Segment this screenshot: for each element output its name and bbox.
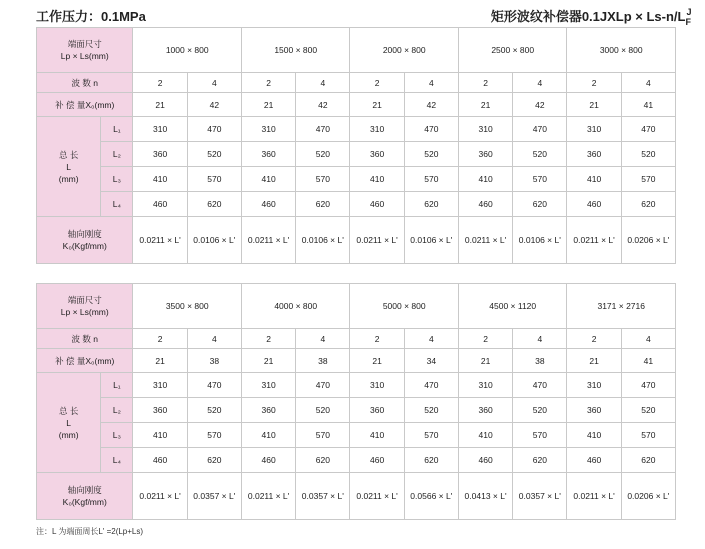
- spec-table-1: [36, 27, 676, 264]
- length-cell: 470: [621, 373, 675, 398]
- length-cell: 360: [241, 398, 295, 423]
- size-label-cell: [37, 284, 133, 329]
- length-cell: 570: [513, 423, 567, 448]
- compensation-cell: 21: [350, 349, 404, 373]
- length-cell: 410: [350, 423, 404, 448]
- length-cell: 410: [567, 167, 621, 192]
- compensation-cell: 21: [133, 349, 187, 373]
- length-cell: 410: [241, 423, 295, 448]
- compensation-cell: 38: [513, 349, 567, 373]
- length-cell: 620: [404, 192, 458, 217]
- length-cell: 470: [187, 373, 241, 398]
- length-cell: 310: [133, 117, 187, 142]
- stiffness-cell: 0.0566 × L': [404, 473, 458, 520]
- length-cell: 460: [241, 192, 295, 217]
- length-cell: 470: [513, 373, 567, 398]
- length-cell: 410: [241, 167, 295, 192]
- size-cell: 1500 × 800: [241, 28, 350, 73]
- l2-label: L₂: [101, 398, 133, 423]
- model-subscript: F: [685, 17, 691, 27]
- wave-count-cell: 2: [350, 73, 404, 93]
- wave-count-cell: 2: [350, 329, 404, 349]
- length-cell: 460: [241, 448, 295, 473]
- length-cell: 310: [350, 373, 404, 398]
- stiffness-cell: 0.0106 × L': [187, 217, 241, 264]
- compensation-label: 补 偿 量X₀(mm): [37, 349, 133, 373]
- length-cell: 570: [404, 423, 458, 448]
- wave-count-cell: 4: [187, 73, 241, 93]
- length-cell: 520: [404, 398, 458, 423]
- length-cell: 310: [133, 373, 187, 398]
- size-label-line1: 端面尺寸: [67, 295, 102, 305]
- size-label-line2: Lp × Ls(mm): [60, 307, 109, 317]
- length-cell: 570: [513, 167, 567, 192]
- length-cell: 470: [187, 117, 241, 142]
- wave-count-cell: 4: [187, 329, 241, 349]
- stiffness-cell: 0.0106 × L': [513, 217, 567, 264]
- footnote: 注：L 为端面周长L' =2(Lp+Ls): [36, 527, 144, 536]
- length-cell: 360: [133, 398, 187, 423]
- size-row: [37, 28, 676, 73]
- length-cell: 620: [187, 192, 241, 217]
- size-cell: 4500 × 1120: [458, 284, 567, 329]
- l4-label: L₄: [101, 192, 133, 217]
- wave-count-cell: 2: [241, 329, 295, 349]
- wave-count-cell: 2: [458, 73, 512, 93]
- length-cell: 570: [296, 423, 350, 448]
- length-cell: 620: [621, 192, 675, 217]
- spec-table-2: [36, 283, 676, 520]
- l1-label: L₁: [101, 117, 133, 142]
- length-cell: 360: [458, 142, 512, 167]
- length-cell: 360: [567, 142, 621, 167]
- compensation-row: [37, 349, 676, 373]
- wave-count-row: [37, 329, 676, 349]
- length-row-l1: [37, 373, 676, 398]
- length-cell: 460: [350, 192, 404, 217]
- length-cell: 360: [241, 142, 295, 167]
- wave-count-row: [37, 73, 676, 93]
- length-cell: 460: [458, 448, 512, 473]
- compensation-cell: 21: [350, 93, 404, 117]
- length-cell: 520: [187, 142, 241, 167]
- length-cell: 460: [133, 192, 187, 217]
- stiffness-cell: 0.0106 × L': [296, 217, 350, 264]
- stiffness-cell: 0.0413 × L': [458, 473, 512, 520]
- wave-count-cell: 4: [404, 73, 458, 93]
- wave-count-label: 波 数 n: [37, 329, 133, 349]
- length-cell: 620: [296, 192, 350, 217]
- length-cell: 310: [350, 117, 404, 142]
- stiffness-cell: 0.0211 × L': [567, 473, 621, 520]
- wave-count-cell: 2: [458, 329, 512, 349]
- length-cell: 470: [404, 117, 458, 142]
- compensation-cell: 34: [404, 349, 458, 373]
- length-row-l2: [37, 398, 676, 423]
- stiffness-cell: 0.0106 × L': [404, 217, 458, 264]
- total-length-line1: 总 长: [58, 405, 79, 416]
- length-cell: 520: [621, 398, 675, 423]
- wave-count-cell: 2: [241, 73, 295, 93]
- wave-count-cell: 4: [296, 73, 350, 93]
- model-superscript: J: [686, 7, 692, 17]
- length-row-l3: [37, 167, 676, 192]
- length-cell: 360: [458, 398, 512, 423]
- length-row-l4: [37, 192, 676, 217]
- compensation-cell: 42: [404, 93, 458, 117]
- stiffness-row: [37, 217, 676, 264]
- length-cell: 360: [350, 142, 404, 167]
- length-cell: 360: [350, 398, 404, 423]
- stiffness-label: [37, 473, 133, 520]
- length-cell: 620: [296, 448, 350, 473]
- length-cell: 310: [567, 117, 621, 142]
- compensation-cell: 21: [458, 349, 512, 373]
- stiffness-cell: 0.0211 × L': [241, 473, 295, 520]
- total-length-line3: (mm): [58, 173, 79, 184]
- length-cell: 410: [458, 423, 512, 448]
- length-cell: 410: [458, 167, 512, 192]
- compensation-cell: 42: [296, 93, 350, 117]
- length-cell: 570: [621, 167, 675, 192]
- length-cell: 570: [296, 167, 350, 192]
- stiffness-cell: 0.0211 × L': [350, 217, 404, 264]
- length-cell: 570: [621, 423, 675, 448]
- length-cell: 470: [404, 373, 458, 398]
- total-length-line3: (mm): [58, 429, 79, 440]
- wave-count-cell: 4: [404, 329, 458, 349]
- l1-label: L₁: [101, 373, 133, 398]
- stiffness-cell: 0.0211 × L': [133, 473, 187, 520]
- length-cell: 470: [513, 117, 567, 142]
- length-cell: 410: [567, 423, 621, 448]
- length-row-l1: [37, 117, 676, 142]
- stiffness-cell: 0.0211 × L': [458, 217, 512, 264]
- product-model-text: 矩形波纹补偿器0.1JXLp × Ls-n/L: [490, 9, 686, 24]
- length-cell: 410: [350, 167, 404, 192]
- length-cell: 360: [567, 398, 621, 423]
- length-row-l2: [37, 142, 676, 167]
- wave-count-cell: 4: [296, 329, 350, 349]
- wave-count-cell: 2: [133, 73, 187, 93]
- size-cell: 2000 × 800: [350, 28, 459, 73]
- compensation-cell: 42: [513, 93, 567, 117]
- compensation-cell: 38: [187, 349, 241, 373]
- size-cell: 2500 × 800: [458, 28, 567, 73]
- length-cell: 520: [296, 142, 350, 167]
- l2-label: L₂: [101, 142, 133, 167]
- stiffness-cell: 0.0211 × L': [241, 217, 295, 264]
- compensation-cell: 38: [296, 349, 350, 373]
- stiffness-cell: 0.0211 × L': [350, 473, 404, 520]
- length-cell: 310: [241, 117, 295, 142]
- length-cell: 460: [567, 192, 621, 217]
- length-cell: 360: [133, 142, 187, 167]
- compensation-cell: 21: [133, 93, 187, 117]
- stiffness-cell: 0.0211 × L': [133, 217, 187, 264]
- wave-count-cell: 2: [567, 329, 621, 349]
- size-label-line2: Lp × Ls(mm): [60, 51, 109, 61]
- size-label-cell: [37, 28, 133, 73]
- length-cell: 310: [458, 117, 512, 142]
- length-cell: 310: [458, 373, 512, 398]
- stiffness-cell: 0.0206 × L': [621, 217, 675, 264]
- wave-count-cell: 2: [133, 329, 187, 349]
- stiffness-label-line2: K₀(Kgf/mm): [62, 497, 107, 507]
- total-length-label: [37, 117, 101, 217]
- product-model-title: [491, 6, 691, 25]
- length-cell: 460: [133, 448, 187, 473]
- compensation-label: 补 偿 量X₀(mm): [37, 93, 133, 117]
- compensation-cell: 21: [458, 93, 512, 117]
- length-cell: 520: [404, 142, 458, 167]
- length-cell: 620: [513, 448, 567, 473]
- length-cell: 620: [187, 448, 241, 473]
- size-cell: 4000 × 800: [241, 284, 350, 329]
- compensation-cell: 41: [621, 349, 675, 373]
- total-length-label: [37, 373, 101, 473]
- length-cell: 470: [621, 117, 675, 142]
- stiffness-label-line1: 轴向刚度: [67, 485, 102, 495]
- size-cell: 3171 × 2716: [567, 284, 676, 329]
- length-cell: 310: [567, 373, 621, 398]
- compensation-row: [37, 93, 676, 117]
- l3-label: L₃: [101, 423, 133, 448]
- length-cell: 620: [621, 448, 675, 473]
- length-cell: 520: [187, 398, 241, 423]
- length-row-l4: [37, 448, 676, 473]
- stiffness-cell: 0.0206 × L': [621, 473, 675, 520]
- length-cell: 470: [296, 373, 350, 398]
- length-cell: 570: [404, 167, 458, 192]
- size-row: [37, 284, 676, 329]
- wave-count-cell: 4: [513, 329, 567, 349]
- wave-count-label: 波 数 n: [37, 73, 133, 93]
- size-cell: 1000 × 800: [133, 28, 242, 73]
- stiffness-cell: 0.0357 × L': [187, 473, 241, 520]
- size-cell: 3000 × 800: [567, 28, 676, 73]
- stiffness-cell: 0.0357 × L': [513, 473, 567, 520]
- length-cell: 460: [458, 192, 512, 217]
- total-length-line2: L: [66, 161, 72, 172]
- length-cell: 520: [513, 142, 567, 167]
- stiffness-cell: 0.0211 × L': [567, 217, 621, 264]
- length-row-l3: [37, 423, 676, 448]
- l3-label: L₃: [101, 167, 133, 192]
- wave-count-cell: 2: [567, 73, 621, 93]
- total-length-line2: L: [66, 417, 72, 428]
- length-cell: 460: [350, 448, 404, 473]
- length-cell: 520: [513, 398, 567, 423]
- length-cell: 410: [133, 167, 187, 192]
- compensation-cell: 21: [241, 349, 295, 373]
- compensation-cell: 21: [567, 349, 621, 373]
- stiffness-cell: 0.0357 × L': [296, 473, 350, 520]
- compensation-cell: 21: [241, 93, 295, 117]
- length-cell: 460: [567, 448, 621, 473]
- length-cell: 620: [404, 448, 458, 473]
- size-label-line1: 端面尺寸: [67, 39, 102, 49]
- compensation-cell: 42: [187, 93, 241, 117]
- length-cell: 620: [513, 192, 567, 217]
- stiffness-label-line1: 轴向刚度: [67, 229, 102, 239]
- l4-label: L₄: [101, 448, 133, 473]
- total-length-line1: 总 长: [58, 149, 79, 160]
- stiffness-row: [37, 473, 676, 520]
- size-cell: 5000 × 800: [350, 284, 459, 329]
- compensation-cell: 41: [621, 93, 675, 117]
- wave-count-cell: 4: [621, 329, 675, 349]
- length-cell: 410: [133, 423, 187, 448]
- size-cell: 3500 × 800: [133, 284, 242, 329]
- working-pressure-title: 工作压力：0.1MPa: [36, 9, 146, 24]
- length-cell: 310: [241, 373, 295, 398]
- wave-count-cell: 4: [621, 73, 675, 93]
- length-cell: 520: [296, 398, 350, 423]
- stiffness-label: [37, 217, 133, 264]
- wave-count-cell: 4: [513, 73, 567, 93]
- length-cell: 570: [187, 167, 241, 192]
- length-cell: 520: [621, 142, 675, 167]
- length-cell: 470: [296, 117, 350, 142]
- compensation-cell: 21: [567, 93, 621, 117]
- length-cell: 570: [187, 423, 241, 448]
- stiffness-label-line2: K₀(Kgf/mm): [62, 241, 107, 251]
